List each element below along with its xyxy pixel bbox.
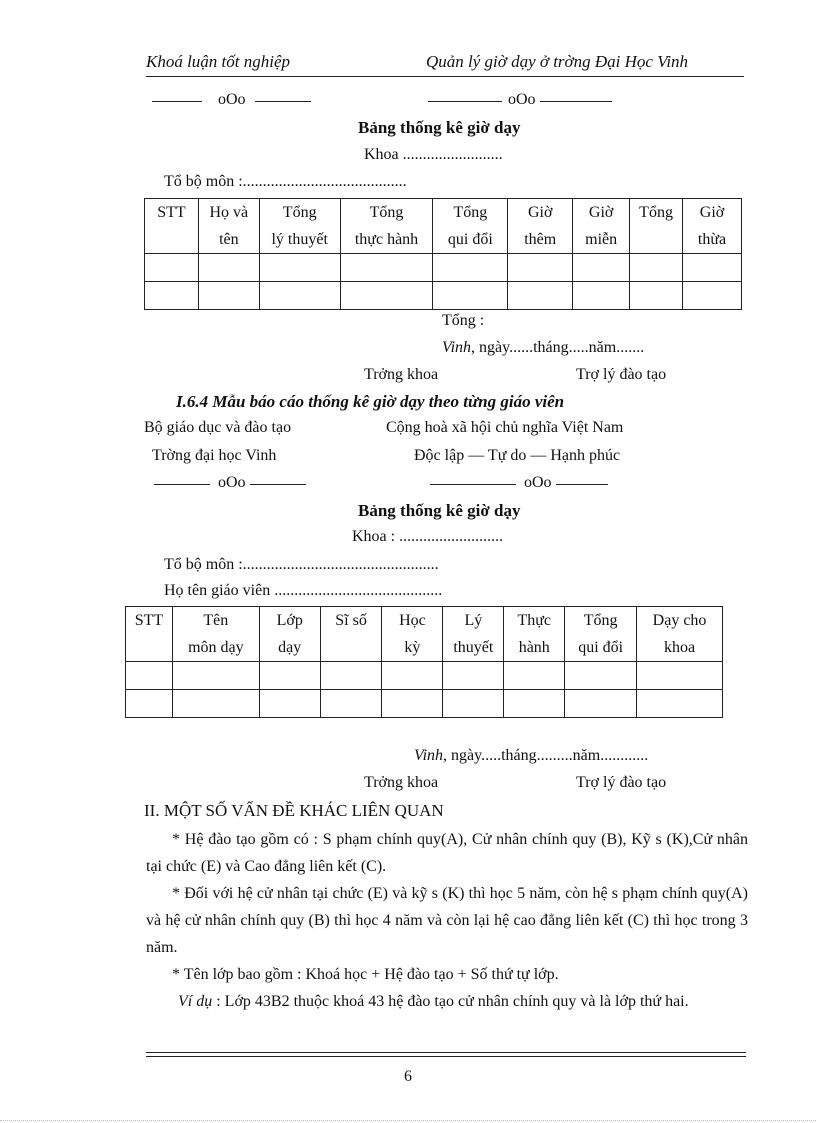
table2-ho-ten: Họ tên giáo viên ..........................................	[164, 582, 443, 599]
ornament-right: oOo	[508, 91, 536, 108]
col-ho-ten: Họ và tên	[198, 199, 259, 254]
col-gio-thua: Giờ thừa	[683, 199, 742, 254]
sign-tro-ly: Trợ lý đào tạo	[576, 366, 667, 383]
divider-dash	[430, 484, 516, 485]
section-heading-164: I.6.4 Mẫu báo cáo thống kê giờ dạy theo từng giáo viên	[176, 392, 565, 411]
divider-dash	[154, 484, 210, 485]
page-edge	[0, 1120, 816, 1121]
ornament-left: oOo	[218, 474, 246, 491]
footer-rule	[146, 1052, 746, 1053]
table2-khoa: Khoa : ..........................	[352, 528, 504, 545]
col-si-so: Sĩ số	[320, 607, 382, 662]
table-row	[145, 254, 742, 282]
col-gio-them: Giờ thêm	[508, 199, 573, 254]
org-university: Trờng đại học Vinh	[152, 447, 277, 464]
footer-rule	[146, 1056, 746, 1057]
sign-truong-khoa: Trởng khoa	[364, 774, 439, 791]
divider-dash	[540, 101, 612, 102]
table1-title: Bảng thống kê giờ dạy	[358, 118, 521, 137]
ornament-right: oOo	[524, 474, 552, 491]
nation-title: Cộng hoà xã hội chủ nghĩa Việt Nam	[386, 419, 624, 436]
table-header-row	[126, 607, 723, 662]
table2-date: Vinh, ngày.....tháng.........năm............	[414, 747, 649, 764]
paragraph-3: * Tên lớp bao gồm : Khoá học + Hệ đào tạo + Số thứ tự lớp.	[172, 966, 559, 983]
nation-motto: Độc lập — Tự do — Hạnh phúc	[414, 447, 621, 464]
divider-dash	[250, 484, 306, 485]
col-tong-qui-doi: Tổng qui đổi	[433, 199, 508, 254]
divider-dash	[152, 101, 202, 102]
table-row	[126, 662, 723, 690]
sign-tro-ly: Trợ lý đào tạo	[576, 774, 667, 791]
col-tong-thuc-hanh: Tổng thực hành	[340, 199, 433, 254]
table1-tong: Tổng :	[442, 312, 485, 329]
col-ten-mon-day: Tên môn dạy	[172, 607, 259, 662]
header-right: Quản lý giờ dạy ở trờng Đại Học Vinh	[426, 52, 689, 71]
table2-title: Bảng thống kê giờ dạy	[358, 501, 521, 520]
col-stt: STT	[145, 199, 199, 254]
stats-table-2	[125, 606, 723, 718]
example-label: Ví dụ	[178, 993, 213, 1010]
table2-to-bo-mon: Tổ bộ môn :.................................................	[164, 556, 439, 573]
page-number: 6	[404, 1068, 412, 1085]
col-tong-ly-thuyet: Tổng lý thuyết	[259, 199, 340, 254]
stats-table-1	[144, 198, 742, 310]
divider-dash	[556, 484, 608, 485]
col-tong: Tổng	[630, 199, 683, 254]
col-thuc-hanh: Thực hành	[504, 607, 565, 662]
paragraph-2: * Đối với hệ cử nhân tại chức (E) và kỹ s (K) thì học 5 năm, còn hệ s phạm chính quy(A) và hệ cử nhân chính quy (B) thì học 4 năm và còn lại hệ cao đẳng liên kết (C) thì học trong 3 năm.	[146, 885, 748, 956]
ornament-left: oOo	[218, 91, 246, 108]
table-header-row	[145, 199, 742, 254]
col-gio-mien: Giờ miễn	[573, 199, 630, 254]
divider-dash	[255, 101, 311, 102]
table-row	[145, 282, 742, 310]
header-rule	[146, 76, 744, 77]
paragraph-1: * Hệ đào tạo gồm có : S phạm chính quy(A), Cử nhân chính quy (B), Kỹ s (K),Cử nhân tại chức (E) và Cao đẳng liên kết (C).	[146, 831, 748, 875]
col-day-cho-khoa: Dạy cho khoa	[637, 607, 723, 662]
sign-truong-khoa: Trởng khoa	[364, 366, 439, 383]
divider-dash	[428, 101, 502, 102]
table-row	[126, 690, 723, 718]
org-ministry: Bộ giáo dục và đào tạo	[144, 419, 292, 436]
col-tong-qui-doi: Tổng qui đổi	[565, 607, 637, 662]
section-heading-ii: II. MỘT SỐ VẤN ĐỀ KHÁC LIÊN QUAN	[144, 801, 444, 820]
header-left: Khoá luận tốt nghiệp	[146, 52, 291, 71]
table1-date: Vinh, ngày......tháng.....năm.......	[442, 339, 645, 356]
table1-to-bo-mon: Tổ bộ môn :.........................................	[164, 173, 407, 190]
col-lop-day: Lớp dạy	[259, 607, 320, 662]
paragraph-4: Ví dụ : Lớp 43B2 thuộc khoá 43 hệ đào tạo cử nhân chính quy và là lớp thứ hai.	[178, 993, 689, 1010]
col-stt: STT	[126, 607, 173, 662]
col-ly-thuyet: Lý thuyết	[443, 607, 504, 662]
col-hoc-ky: Học kỳ	[382, 607, 443, 662]
table1-khoa: Khoa .........................	[364, 146, 503, 163]
